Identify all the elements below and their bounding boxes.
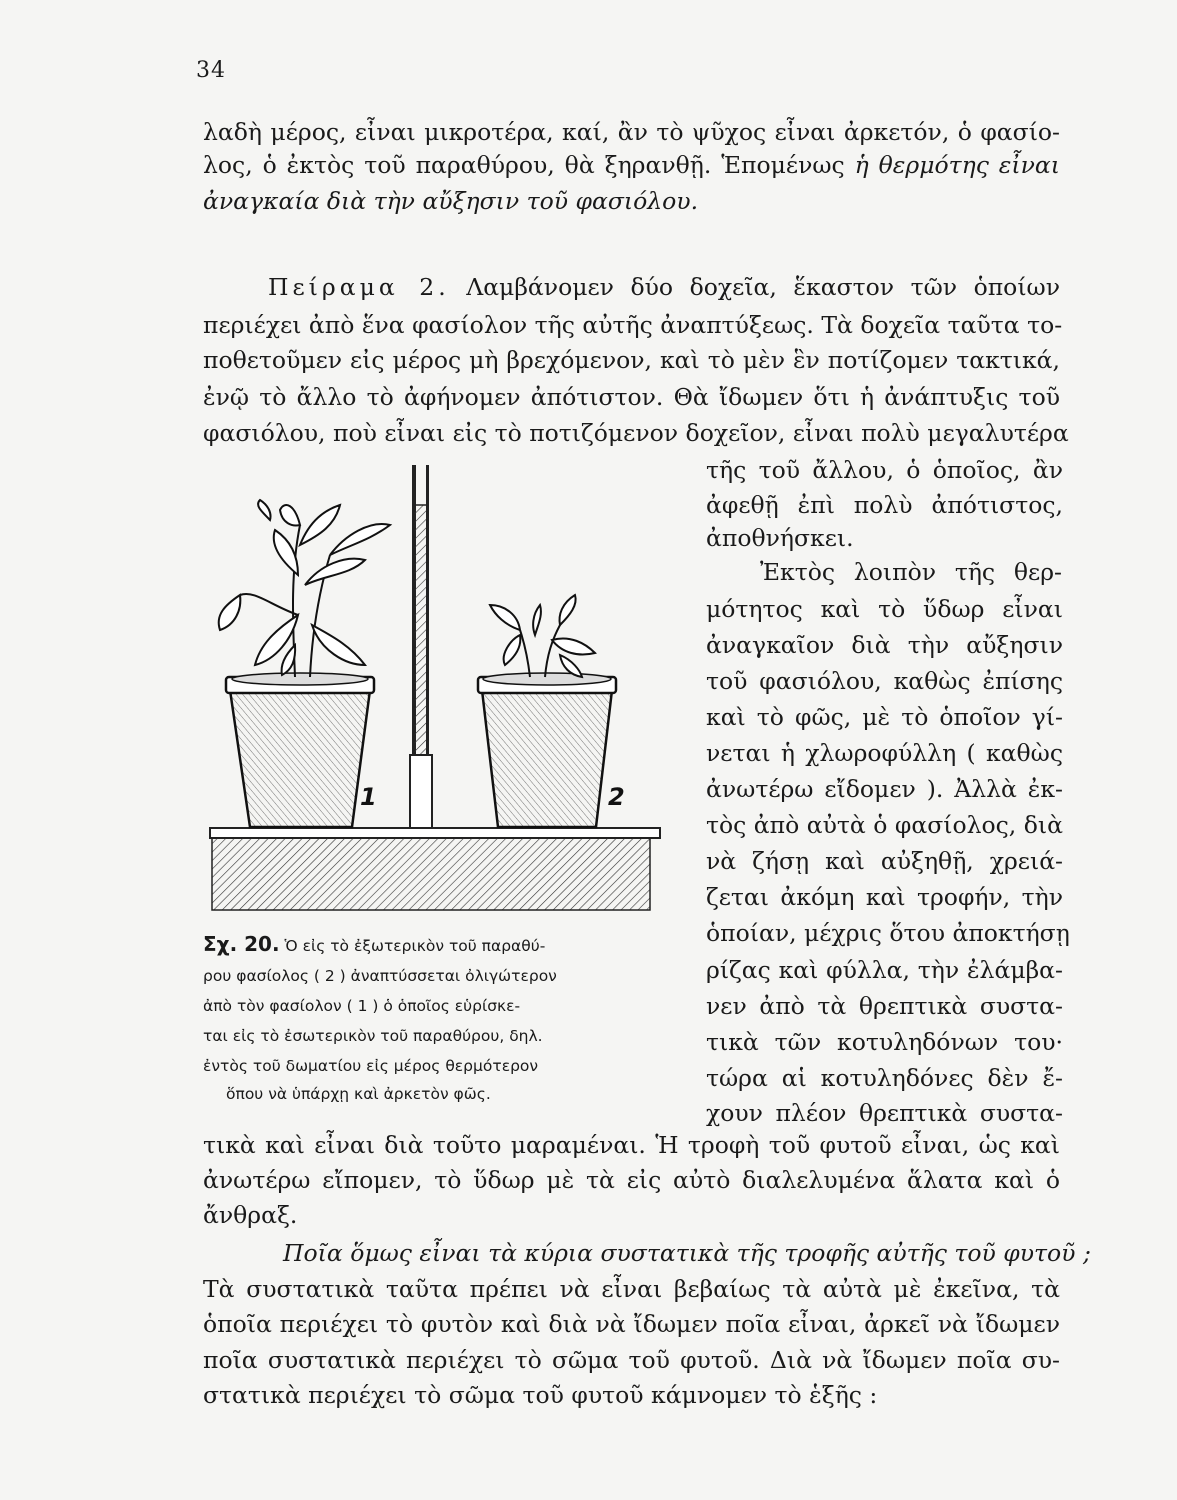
column-line: τοῦ φασιόλου, καθὼς ἐπίσης — [706, 667, 1063, 695]
text-line: ποθετοῦμεν εἰς μέρος μὴ βρεχόμενον, καὶ τὸ μὲν ἓν ποτίζομεν τακτικά, — [203, 346, 1060, 374]
text-line: ποῖα συστατικὰ περιέχει τὸ σῶμα τοῦ φυτοῦ. Διὰ νὰ ἴδωμεν ποῖα συ- — [203, 1346, 1060, 1374]
experiment-label: Πείραμα 2. — [268, 273, 450, 301]
text-line: ἐνῷ τὸ ἄλλο τὸ ἀφήνομεν ἀπότιστον. Θὰ ἴδωμεν ὅτι ἡ ἀνάπτυξις τοῦ — [203, 383, 1060, 411]
text-line: ἄνθραξ. — [203, 1201, 298, 1229]
page-number: 34 — [196, 58, 226, 83]
text-line: φασιόλου, ποὺ εἶναι εἰς τὸ ποτιζόμενον δοχεῖον, εἶναι πολὺ μεγαλυτέρα — [203, 419, 1069, 447]
column-line: ὁποίαν, μέχρις ὅτου ἀποκτήσῃ — [706, 919, 1070, 947]
column-line: νὰ ζήσῃ καὶ αὐξηθῇ, χρειά- — [706, 847, 1063, 875]
pot-1 — [226, 673, 374, 827]
figure-caption-line: ται εἰς τὸ ἐσωτερικὸν τοῦ παραθύρου, δηλ. — [203, 1027, 543, 1045]
figure-caption-line: ὅπου νὰ ὑπάρχῃ καὶ ἀρκετὸν φῶς. — [226, 1085, 491, 1103]
experiment-first-line: Πείραμα 2. Λαμβάνομεν δύο δοχεῖα, ἕκαστον τῶν ὁποίων — [268, 273, 1060, 301]
column-line: χουν πλέον θρεπτικὰ συστα- — [706, 1099, 1063, 1127]
column-line: τώρα αἱ κοτυληδόνες δὲν ἔ- — [706, 1064, 1063, 1092]
plant-2 — [490, 595, 595, 677]
text-line: περιέχει ἀπὸ ἕνα φασίολον τῆς αὐτῆς ἀναπτύξεως. Τὰ δοχεῖα ταῦτα το- — [203, 311, 1063, 339]
figure-caption-label: Σχ. 20. — [203, 932, 280, 956]
pot-2-label: 2 — [608, 783, 625, 811]
text-line-italic: ἀναγκαία διὰ τὴν αὔξησιν τοῦ φασιόλου. — [203, 187, 699, 215]
column-line: μότητος καὶ τὸ ὕδωρ εἶναι — [706, 595, 1063, 623]
column-line: νεται ἡ χλωροφύλλη ( καθὼς — [706, 739, 1063, 767]
column-line: ρίζας καὶ φύλλα, τὴν ἐλάμβα- — [706, 956, 1063, 984]
text-line: στατικὰ περιέχει τὸ σῶμα τοῦ φυτοῦ κάμνομεν τὸ ἑξῆς : — [203, 1381, 878, 1409]
column-line: τικὰ τῶν κοτυληδόνων του· — [706, 1028, 1063, 1056]
column-line: τῆς τοῦ ἄλλου, ὁ ὁποῖος, ἂν — [706, 456, 1063, 484]
column-line: Ἐκτὸς λοιπὸν τῆς θερ- — [760, 558, 1062, 586]
figure-caption-line: ἀπὸ τὸν φασίολον ( 1 ) ὁ ὁποῖος εὑρίσκε- — [203, 997, 521, 1015]
pot-1-label: 1 — [360, 783, 377, 811]
column-line: ἀνωτέρω εἴδομεν ). Ἀλλὰ ἐκ- — [706, 775, 1063, 803]
text-line: λαδὴ μέρος, εἶναι μικροτέρα, καί, ἂν τὸ ψῦχος εἶναι ἀρκετόν, ὁ φασίο- — [203, 118, 1060, 146]
column-line: ζεται ἀκόμη καὶ τροφήν, τὴν — [706, 883, 1063, 911]
column-line: νεν ἀπὸ τὰ θρεπτικὰ συστα- — [706, 992, 1063, 1020]
figure-illustration — [200, 465, 670, 920]
column-line: ἀφεθῇ ἐπὶ πολὺ ἀπότιστος, — [706, 491, 1063, 519]
plant-1 — [219, 500, 390, 677]
text-line: ἀνωτέρω εἴπομεν, τὸ ὕδωρ μὲ τὰ εἰς αὐτὸ διαλελυμένα ἅλατα καὶ ὁ — [203, 1166, 1060, 1194]
figure-caption-line: ρου φασίολος ( 2 ) ἀναπτύσσεται ὀλιγώτερον — [203, 967, 557, 985]
text-line: τικὰ καὶ εἶναι διὰ τοῦτο μαραμέναι. Ἡ τροφὴ τοῦ φυτοῦ εἶναι, ὡς καὶ — [203, 1131, 1060, 1159]
text-line: Τὰ συστατικὰ ταῦτα πρέπει νὰ εἶναι βεβαίως τὰ αὐτὰ μὲ ἐκεῖνα, τὰ — [203, 1275, 1060, 1303]
column-line: ἀναγκαῖον διὰ τὴν αὔξησιν — [706, 631, 1063, 659]
column-line: καὶ τὸ φῶς, μὲ τὸ ὁποῖον γί- — [706, 703, 1063, 731]
figure-caption-line: ἐντὸς τοῦ δωματίου εἰς μέρος θερμότερον — [203, 1057, 539, 1075]
pot-2 — [478, 673, 616, 827]
text-line: ὁποῖα περιέχει τὸ φυτὸν καὶ διὰ νὰ ἴδωμεν ποῖα εἶναι, ἀρκεῖ νὰ ἴδωμεν — [203, 1310, 1060, 1338]
window-frame — [410, 465, 432, 830]
question-line: Ποῖα ὅμως εἶναι τὰ κύρια συστατικὰ τῆς τροφῆς αὐτῆς τοῦ φυτοῦ ; — [283, 1239, 1091, 1267]
window-sill — [210, 828, 660, 910]
column-line: τὸς ἀπὸ αὐτὰ ὁ φασίολος, διὰ — [706, 811, 1063, 839]
column-line: ἀποθνήσκει. — [706, 524, 854, 552]
text-line: λος, ὁ ἐκτὸς τοῦ παραθύρου, θὰ ξηρανθῇ. Ἑπομένως ἡ θερμότης εἶναι — [203, 151, 1060, 179]
figure-caption-line: Σχ. 20. Ὁ εἰς τὸ ἐξωτερικὸν τοῦ παραθύ- — [203, 932, 546, 956]
